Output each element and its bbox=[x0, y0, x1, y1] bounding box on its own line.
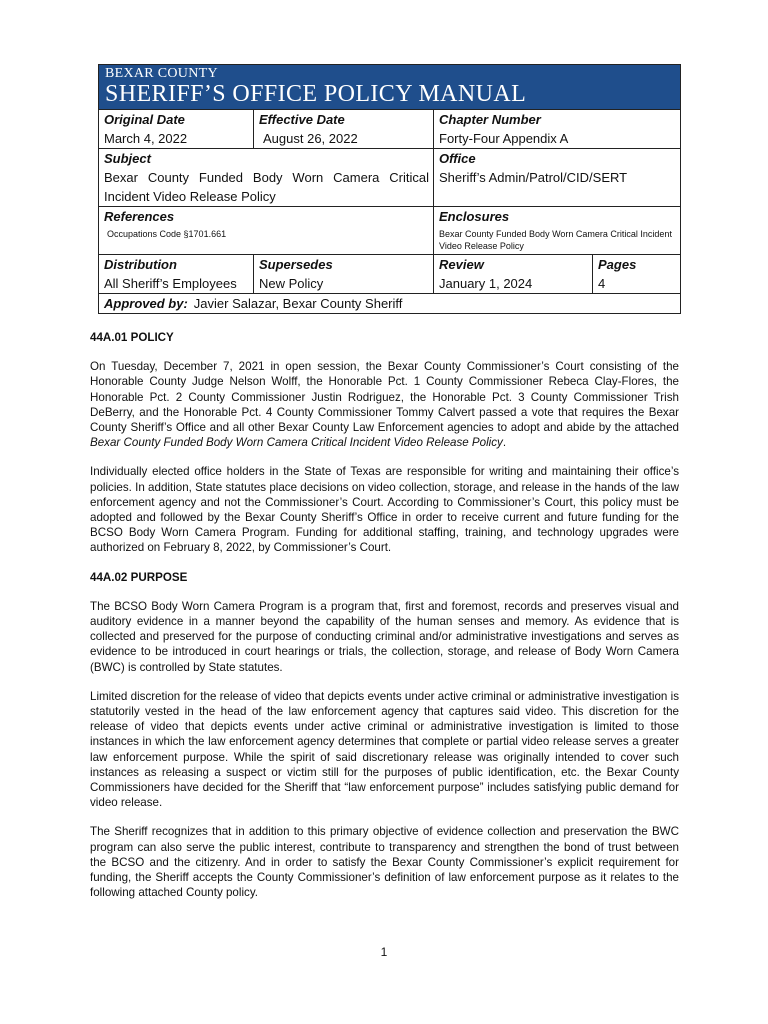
original-date-cell bbox=[99, 110, 254, 149]
document-body bbox=[90, 330, 679, 915]
enclosures-label: Enclosures bbox=[439, 209, 510, 224]
manual-banner bbox=[99, 65, 681, 110]
references-label: References bbox=[104, 209, 175, 224]
supersedes-cell bbox=[254, 255, 434, 294]
paragraph-purpose-discretion: Limited discretion for the release of video that depicts events under active criminal or administrative investigation is statutorily vested in the head of the law enforcement agency that captures said video. This discretion for the release of video that depicts events under active criminal or administrative investigation is limited to those instances in which the law enforcement agency determines that complete or partial video release serves a greater law enforcement purpose. While the spirit of said discretionary release was originally intended to cover such instances as releasing a suspect or victim still for the purposes of public identification, etc. the Bexar County Commissioners have decided for the Sheriff that “law enforcement purpose” includes satisfying public demand for video release. bbox=[90, 689, 679, 810]
references-value: Occupations Code §1701.661 bbox=[107, 229, 227, 239]
chapter-cell bbox=[434, 110, 681, 149]
county-name: BEXAR COUNTY bbox=[105, 66, 218, 81]
references-cell bbox=[99, 207, 434, 255]
enclosures-value: Bexar County Funded Body Worn Camera Critical Incident Video Release Policy bbox=[439, 229, 672, 251]
chapter-value: Forty-Four Appendix A bbox=[439, 131, 569, 146]
approved-label: Approved by: bbox=[104, 296, 188, 311]
subject-value: Bexar County Funded Body Worn Camera Critical Incident Video Release Policy bbox=[104, 170, 429, 204]
original-date-value: March 4, 2022 bbox=[104, 131, 188, 146]
section-heading-purpose: 44A.02 PURPOSE bbox=[90, 570, 188, 584]
page-number: 1 bbox=[380, 945, 388, 959]
distribution-cell bbox=[99, 255, 254, 294]
paragraph-policy-vote bbox=[90, 359, 679, 450]
section-heading-policy: 44A.01 POLICY bbox=[90, 331, 174, 344]
paragraph-policy-funding: Individually elected office holders in the State of Texas are responsible for writing and maintaining their office’s policies. In addition, State statutes place decisions on video collection, storage, and release in the hands of the law enforcement agency and not the Commissioner’s Court. According to Commissioner’s Court, this policy must be adopted and followed by the Bexar County Sheriff’s Office in order to receive current and future funding for the BCSO Body Worn Camera Program. Funding for additional staffing, training, and technology upgrades were authorized on February 8, 2022, by Commissioner’s Court. bbox=[90, 465, 679, 555]
distribution-value: All Sheriff’s Employees bbox=[104, 276, 237, 291]
office-value: Sheriff’s Admin/Patrol/CID/SERT bbox=[439, 170, 628, 185]
review-label: Review bbox=[439, 257, 484, 272]
supersedes-value: New Policy bbox=[259, 276, 324, 291]
enclosures-cell bbox=[434, 207, 681, 255]
paragraph-text: On Tuesday, December 7, 2021 in open session, the Bexar County Commissioner’s Court consisting of the Honorable County Judge Nelson Wolff, the Honorable Pct. 1 County Commissioner Rebeca Clay-Flores, the Honorable Pct. 2 County Commissioner Justin Rodriguez, the Honorable Pct. 3 County Commissioner Trish DeBerry, and the Honorable Pct. 4 County Commissioner Tommy Calvert passed a vote that requires the Bexar County Sheriff’s Office and all other Bexar County Law Enforcement agencies to adopt and abide by the attached bbox=[90, 360, 679, 435]
review-value: January 1, 2024 bbox=[439, 276, 533, 291]
manual-title: SHERIFF’S OFFICE POLICY MANUAL bbox=[105, 81, 527, 107]
pages-value: 4 bbox=[598, 276, 606, 291]
review-cell bbox=[434, 255, 593, 294]
office-label: Office bbox=[439, 151, 476, 166]
effective-date-label: Effective Date bbox=[259, 112, 345, 127]
supersedes-label: Supersedes bbox=[259, 257, 333, 272]
paragraph-end: . bbox=[502, 436, 507, 450]
approved-cell bbox=[99, 294, 681, 314]
original-date-label: Original Date bbox=[104, 112, 185, 127]
effective-date-cell bbox=[254, 110, 434, 149]
chapter-label: Chapter Number bbox=[439, 112, 541, 127]
paragraph-purpose-public-interest: The Sheriff recognizes that in addition to this primary objective of evidence collection and preservation the BWC program can also serve the public interest, contribute to transparency and strengthen the bond of trust between the BCSO and the citizenry. And in order to satisfy the Bexar County Commissioner’s explicit requirement for funding, the Sheriff accepts the County Commissioner’s definition of law enforcement purpose as it relates to the following attached County policy. bbox=[90, 825, 679, 900]
distribution-label: Distribution bbox=[104, 257, 177, 272]
office-cell bbox=[434, 149, 681, 207]
effective-date-value: August 26, 2022 bbox=[263, 131, 358, 146]
policy-title-italic: Bexar County Funded Body Worn Camera Critical Incident Video Release Policy bbox=[90, 436, 503, 450]
pages-cell bbox=[593, 255, 681, 294]
subject-cell bbox=[99, 149, 434, 207]
policy-header-table bbox=[98, 64, 681, 314]
paragraph-purpose-program: The BCSO Body Worn Camera Program is a program that, first and foremost, records and preserves visual and auditory evidence in a manner beyond the capability of the human senses and memory. As evidence that is collected and preserved for the purpose of conducting criminal and/or administrative investigations and serves as evidence to be introduced in court hearings or trials, the collection, storage, and release of Body Worn Camera (BWC) is controlled by State statutes. bbox=[90, 599, 679, 674]
approved-value: Javier Salazar, Bexar County Sheriff bbox=[193, 296, 403, 311]
subject-label: Subject bbox=[104, 151, 151, 166]
pages-label: Pages bbox=[598, 257, 637, 272]
